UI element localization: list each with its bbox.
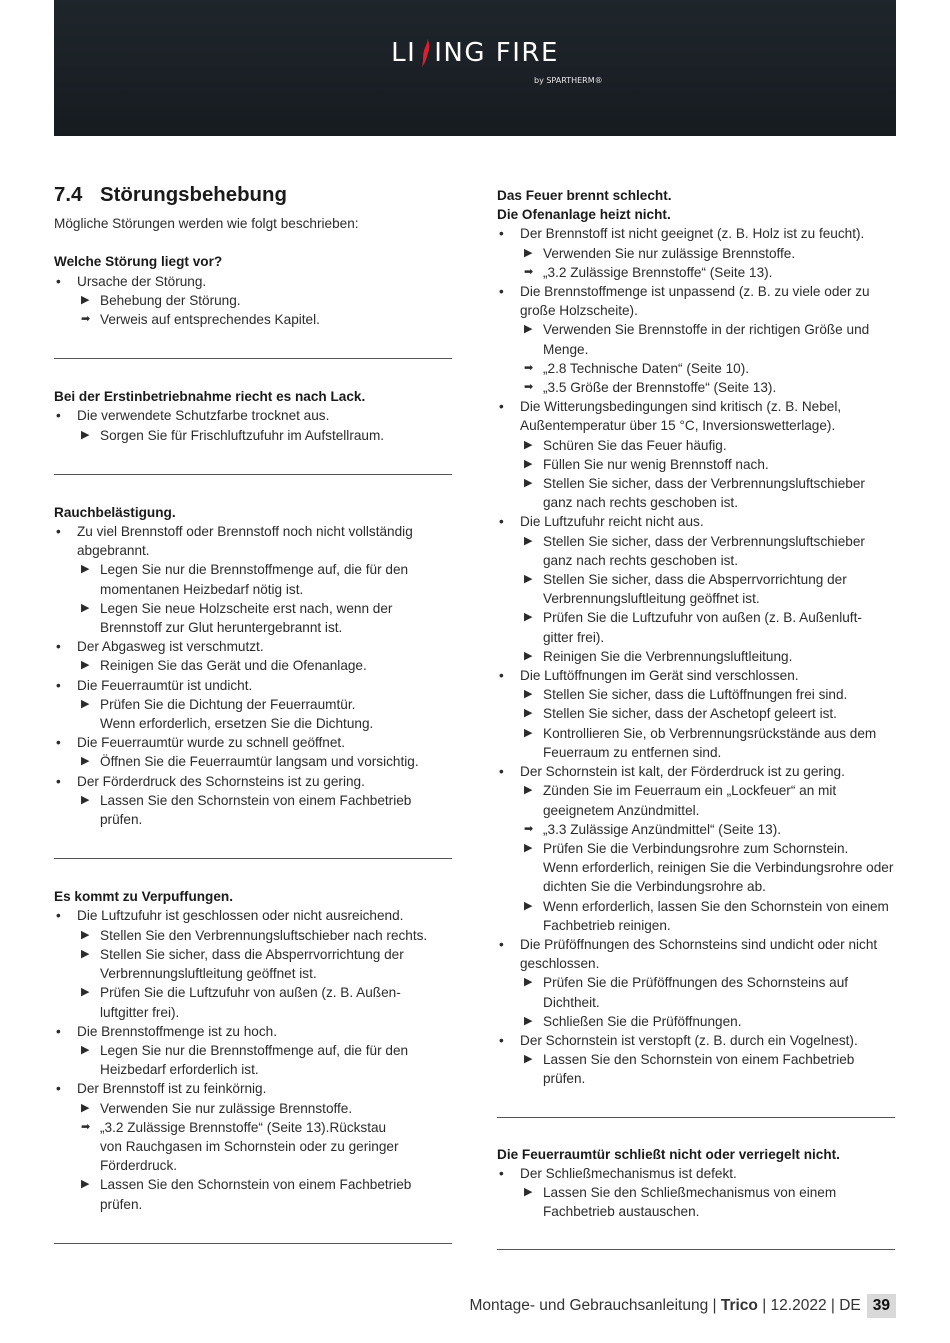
- action-text: Reinigen Sie die Verbrennungsluftleitung.: [543, 648, 793, 664]
- action-item: [520, 839, 895, 897]
- bullet-icon: •: [56, 273, 61, 289]
- arrow-right-icon: ➡: [524, 822, 534, 835]
- action-text: Sorgen Sie für Frischluftzufuhr im Aufstellraum.: [100, 427, 385, 443]
- action-list: [77, 1041, 452, 1079]
- arrow-right-icon: ➡: [81, 313, 91, 326]
- brand-logo: [54, 36, 896, 85]
- brand-text-right: ING FIRE: [434, 38, 559, 68]
- action-text: Stellen Sie sicher, dass die Absperrvorrichtung der Verbrennungsluftleitung geöffnet ist.: [543, 572, 847, 607]
- bullet-icon: •: [499, 514, 504, 530]
- cause-text: Der Abgasweg ist verschmutzt.: [77, 639, 264, 655]
- action-text: Kontrollieren Sie, ob Verbrennungsrückstände aus dem Feuerraum zu entfernen sind.: [543, 725, 877, 760]
- action-text: Zünden Sie im Feuerraum ein „Lockfeuer“ an mit geeignetem Anzündmittel.: [543, 783, 837, 818]
- action-item: [77, 656, 452, 675]
- action-list: [77, 656, 452, 675]
- cause-item: [497, 512, 895, 666]
- trouble-title: Welche Störung liegt vor?: [54, 254, 223, 270]
- action-text: Stellen Sie sicher, dass der Verbrennungsluftschieber ganz nach rechts geschoben ist.: [543, 533, 865, 568]
- brand-text-left: LI: [391, 38, 417, 68]
- cause-text: Zu viel Brennstoff oder Brennstoff noch nicht vollständig abgebrannt.: [77, 524, 413, 559]
- cause-text: Die Prüföffnungen des Schornsteins sind undicht oder nicht geschlossen.: [520, 936, 878, 972]
- action-text: Verwenden Sie nur zulässige Brennstoffe.: [100, 1100, 353, 1116]
- action-text: Wenn erforderlich, lassen Sie den Schornstein von einem Fachbetrieb reinigen.: [543, 898, 889, 933]
- action-text: Füllen Sie nur wenig Brennstoff nach.: [543, 456, 769, 472]
- cause-text: Die Brennstoffmenge ist unpassend (z. B. zu viele oder zu große Holzscheite).: [520, 284, 870, 319]
- trouble-block: [54, 503, 452, 829]
- action-item: [77, 1175, 452, 1213]
- cause-item: [497, 224, 895, 282]
- triangle-right-icon: ▶: [524, 323, 533, 336]
- bullet-icon: •: [499, 1165, 504, 1181]
- reference-item: [77, 310, 452, 329]
- cause-text: Die Witterungsbedingungen sind kritisch (z. B. Nebel, Außentemperatur über 15 °C, Inversionswetterlage).: [520, 399, 842, 434]
- cause-text: Der Schließmechanismus ist defekt.: [520, 1165, 737, 1181]
- cause-item: [497, 666, 895, 762]
- action-item: [520, 436, 895, 455]
- cause-text: Die Luftzufuhr ist geschlossen oder nicht ausreichend.: [77, 908, 404, 924]
- triangle-right-icon: ▶: [81, 947, 90, 960]
- trouble-title: Bei der Erstinbetriebnahme riecht es nach Lack.: [54, 389, 366, 405]
- triangle-right-icon: ▶: [81, 1043, 90, 1056]
- action-list: [520, 532, 895, 666]
- bullet-icon: •: [499, 284, 504, 300]
- action-list: [77, 926, 452, 1022]
- action-text: Prüfen Sie die Prüföffnungen des Schornsteins auf Dichtheit.: [543, 975, 849, 1010]
- section-title: Störungsbehebung: [100, 184, 287, 206]
- reference-text: „2.8 Technische Daten“ (Seite 10).: [543, 360, 750, 376]
- section-divider: [54, 858, 452, 859]
- page-number: 39: [867, 1294, 896, 1318]
- action-text: Prüfen Sie die Luftzufuhr von außen (z. B. Außenluft- gitter frei).: [543, 610, 862, 645]
- reference-text: „3.5 Größe der Brennstoffe“ (Seite 13).: [543, 380, 777, 396]
- cause-list: [497, 224, 895, 1088]
- action-list: [77, 1099, 452, 1214]
- cause-item: [54, 1022, 452, 1080]
- footer-doc: Montage- und Gebrauchsanleitung |: [469, 1297, 721, 1314]
- triangle-right-icon: ▶: [524, 688, 533, 701]
- bullet-icon: •: [56, 908, 61, 924]
- left-blocks: [54, 252, 452, 1243]
- action-list: [77, 752, 452, 771]
- cause-item: [54, 406, 452, 444]
- action-item: [77, 945, 452, 983]
- cause-text: Die Luftzufuhr reicht nicht aus.: [520, 514, 704, 530]
- arrow-right-icon: ➡: [524, 361, 534, 374]
- cause-text: Die verwendete Schutzfarbe trocknet aus.: [77, 408, 330, 424]
- cause-item: [54, 906, 452, 1021]
- bullet-icon: •: [499, 764, 504, 780]
- cause-item: [54, 272, 452, 330]
- action-item: [77, 1041, 452, 1079]
- action-text: Legen Sie nur die Brennstoffmenge auf, die für den momentanen Heizbedarf nötig ist.: [100, 562, 409, 597]
- action-item: [520, 532, 895, 570]
- action-list: [520, 973, 895, 1031]
- action-list: [77, 560, 452, 637]
- triangle-right-icon: ▶: [81, 1178, 90, 1191]
- section-number: 7.4: [54, 184, 83, 206]
- triangle-right-icon: ▶: [81, 697, 90, 710]
- action-list: [520, 781, 895, 935]
- bullet-icon: •: [56, 773, 61, 789]
- action-text: Stellen Sie sicher, dass der Aschetopf geleert ist.: [543, 706, 837, 722]
- cause-text: Ursache der Störung.: [77, 273, 207, 289]
- action-text: Lassen Sie den Schornstein von einem Fachbetrieb prüfen.: [100, 792, 412, 828]
- triangle-right-icon: ▶: [524, 707, 533, 720]
- action-item: [520, 1012, 895, 1031]
- triangle-right-icon: ▶: [81, 428, 90, 441]
- cause-item: [54, 733, 452, 771]
- action-list: [77, 291, 452, 329]
- reference-text: Verweis auf entsprechendes Kapitel.: [100, 312, 320, 328]
- triangle-right-icon: ▶: [81, 563, 90, 576]
- triangle-right-icon: ▶: [524, 611, 533, 624]
- action-text: Schließen Sie die Prüföffnungen.: [543, 1013, 742, 1029]
- triangle-right-icon: ▶: [524, 573, 533, 586]
- bullet-icon: •: [56, 639, 61, 655]
- action-list: [77, 695, 452, 733]
- flame-icon: [418, 38, 432, 68]
- action-text: Verwenden Sie Brennstoffe in der richtigen Größe und Menge.: [543, 322, 870, 357]
- triangle-right-icon: ▶: [524, 899, 533, 912]
- action-item: [77, 426, 452, 445]
- action-item: [520, 570, 895, 608]
- section-divider: [497, 1249, 895, 1250]
- action-item: [520, 608, 895, 646]
- action-item: [77, 695, 452, 733]
- action-item: [77, 1099, 452, 1118]
- triangle-right-icon: ▶: [524, 976, 533, 989]
- bullet-icon: •: [499, 668, 504, 684]
- footer-meta: | 12.2022 | DE: [757, 1297, 861, 1314]
- cause-item: [54, 676, 452, 734]
- action-list: [77, 426, 452, 445]
- action-text: Legen Sie neue Holzscheite erst nach, wenn der Brennstoff zur Glut heruntergebrannt ist.: [100, 600, 393, 636]
- action-text: Stellen Sie sicher, dass die Absperrvorrichtung der Verbrennungsluftleitung geöffnet ist.: [100, 946, 404, 982]
- triangle-right-icon: ▶: [81, 928, 90, 941]
- triangle-right-icon: ▶: [524, 477, 533, 490]
- cause-item: [497, 1164, 895, 1222]
- cause-text: Die Luftöffnungen im Gerät sind verschlossen.: [520, 668, 799, 684]
- action-item: [520, 685, 895, 704]
- action-text: Reinigen Sie das Gerät und die Ofenanlage.: [100, 658, 367, 674]
- bullet-icon: •: [56, 524, 61, 540]
- action-item: [520, 704, 895, 723]
- action-text: Behebung der Störung.: [100, 292, 241, 308]
- page-footer: [0, 1294, 896, 1318]
- triangle-right-icon: ▶: [81, 1101, 90, 1114]
- triangle-right-icon: ▶: [81, 601, 90, 614]
- cause-text: Der Schornstein ist verstopft (z. B. durch ein Vogelnest).: [520, 1032, 858, 1048]
- cause-list: [54, 522, 452, 829]
- triangle-right-icon: ▶: [524, 1053, 533, 1066]
- action-item: [520, 1050, 895, 1088]
- section-divider: [54, 474, 452, 475]
- action-item: [77, 291, 452, 310]
- trouble-title: Das Feuer brennt schlecht. Die Ofenanlage heizt nicht.: [497, 188, 672, 223]
- action-item: [520, 1183, 895, 1221]
- reference-item: [520, 263, 895, 282]
- cause-list: [54, 906, 452, 1213]
- action-item: [520, 455, 895, 474]
- action-item: [77, 983, 452, 1021]
- action-item: [520, 781, 895, 819]
- cause-item: [54, 637, 452, 675]
- bullet-icon: •: [56, 408, 61, 424]
- cause-item: [54, 1079, 452, 1213]
- action-list: [520, 320, 895, 397]
- trouble-block: [54, 252, 452, 329]
- cause-item: [54, 522, 452, 637]
- action-list: [520, 1050, 895, 1088]
- triangle-right-icon: ▶: [81, 986, 90, 999]
- bullet-icon: •: [56, 677, 61, 693]
- reference-item: [520, 820, 895, 839]
- action-text: Öffnen Sie die Feuerraumtür langsam und vorsichtig.: [100, 754, 419, 770]
- triangle-right-icon: ▶: [524, 534, 533, 547]
- cause-text: Der Brennstoff ist nicht geeignet (z. B. Holz ist zu feucht).: [520, 226, 865, 242]
- footer-product: Trico: [720, 1297, 758, 1314]
- action-item: [520, 973, 895, 1011]
- triangle-right-icon: ▶: [524, 1185, 533, 1198]
- cause-text: Die Brennstoffmenge ist zu hoch.: [77, 1023, 277, 1039]
- arrow-right-icon: ➡: [81, 1120, 91, 1133]
- action-item: [520, 474, 895, 512]
- bullet-icon: •: [499, 226, 504, 242]
- cause-text: Die Feuerraumtür ist undicht.: [77, 677, 253, 693]
- cause-list: [497, 1164, 895, 1222]
- triangle-right-icon: ▶: [524, 246, 533, 259]
- bullet-icon: •: [499, 936, 504, 952]
- action-item: [520, 897, 895, 935]
- cause-item: [497, 282, 895, 397]
- action-list: [520, 685, 895, 762]
- action-item: [77, 752, 452, 771]
- section-divider: [497, 1117, 895, 1118]
- trouble-block: [497, 1145, 895, 1222]
- cause-text: Der Schornstein ist kalt, der Förderdruck ist zu gering.: [520, 764, 845, 780]
- header-banner: [54, 0, 896, 136]
- cause-item: [497, 935, 895, 1031]
- arrow-right-icon: ➡: [524, 265, 534, 278]
- action-text: Stellen Sie sicher, dass die Luftöffnungen frei sind.: [543, 687, 848, 703]
- trouble-title: Es kommt zu Verpuffungen.: [54, 889, 234, 905]
- cause-text: Der Brennstoff ist zu feinkörnig.: [77, 1081, 267, 1097]
- trouble-block: [497, 186, 895, 1089]
- left-column: [54, 186, 452, 1244]
- action-item: [77, 926, 452, 945]
- triangle-right-icon: ▶: [524, 1014, 533, 1027]
- action-list: [77, 791, 452, 829]
- triangle-right-icon: ▶: [524, 649, 533, 662]
- arrow-right-icon: ➡: [524, 381, 534, 394]
- triangle-right-icon: ▶: [524, 438, 533, 451]
- action-text: Schüren Sie das Feuer häufig.: [543, 437, 727, 453]
- action-item: [520, 724, 895, 762]
- section-divider: [54, 1243, 452, 1244]
- action-text: Lassen Sie den Schornstein von einem Fachbetrieb prüfen.: [543, 1052, 855, 1087]
- bullet-icon: •: [499, 399, 504, 415]
- action-text: Legen Sie nur die Brennstoffmenge auf, die für den Heizbedarf erforderlich ist.: [100, 1042, 409, 1078]
- reference-text: „3.3 Zulässige Anzündmittel“ (Seite 13).: [543, 821, 782, 837]
- brand-subline: by SPARTHERM®: [534, 76, 603, 85]
- action-text: Stellen Sie den Verbrennungsluftschieber nach rechts.: [100, 927, 428, 943]
- action-text: Stellen Sie sicher, dass der Verbrennungsluftschieber ganz nach rechts geschoben ist.: [543, 476, 865, 511]
- action-list: [520, 436, 895, 513]
- cause-text: Der Förderdruck des Schornsteins ist zu gering.: [77, 773, 365, 789]
- bullet-icon: •: [56, 735, 61, 751]
- action-item: [520, 320, 895, 358]
- cause-list: [54, 406, 452, 444]
- section-heading: [54, 186, 452, 205]
- action-list: [520, 244, 895, 282]
- cause-list: [54, 272, 452, 330]
- right-column: [497, 186, 895, 1250]
- action-item: [520, 244, 895, 263]
- trouble-block: [54, 887, 452, 1213]
- action-item: [77, 791, 452, 829]
- trouble-title: Rauchbelästigung.: [54, 504, 176, 520]
- cause-item: [497, 397, 895, 512]
- reference-text: „3.2 Zulässige Brennstoffe“ (Seite 13).: [543, 264, 773, 280]
- section-divider: [54, 358, 452, 359]
- trouble-title: Die Feuerraumtür schließt nicht oder verriegelt nicht.: [497, 1146, 840, 1162]
- action-text: Prüfen Sie die Dichtung der Feuerraumtür. Wenn erforderlich, ersetzen Sie die Dichtung.: [100, 696, 374, 732]
- cause-item: [54, 772, 452, 830]
- reference-text: „3.2 Zulässige Brennstoffe“ (Seite 13).Rückstau von Rauchgasen im Schornstein oder zu geringer Förderdruck.: [100, 1119, 399, 1174]
- action-text: Verwenden Sie nur zulässige Brennstoffe.: [543, 245, 796, 261]
- cause-item: [497, 762, 895, 935]
- bullet-icon: •: [56, 1023, 61, 1039]
- action-list: [520, 1183, 895, 1221]
- action-item: [77, 599, 452, 637]
- triangle-right-icon: ▶: [524, 457, 533, 470]
- reference-item: [520, 359, 895, 378]
- bullet-icon: •: [499, 1032, 504, 1048]
- action-text: Prüfen Sie die Verbindungsrohre zum Schornstein. Wenn erforderlich, reinigen Sie die Verbindungsrohre oder dichten Sie die Verbindungsrohre ab.: [543, 840, 894, 895]
- bullet-icon: •: [56, 1081, 61, 1097]
- triangle-right-icon: ▶: [81, 293, 90, 306]
- section-intro: Mögliche Störungen werden wie folgt beschrieben:: [54, 216, 359, 232]
- trouble-block: [54, 387, 452, 445]
- action-text: Lassen Sie den Schließmechanismus von einem Fachbetrieb austauschen.: [543, 1184, 837, 1220]
- reference-item: [77, 1118, 452, 1176]
- action-item: [77, 560, 452, 598]
- action-text: Prüfen Sie die Luftzufuhr von außen (z. B. Außen- luftgitter frei).: [100, 985, 401, 1020]
- cause-text: Die Feuerraumtür wurde zu schnell geöffnet.: [77, 735, 345, 751]
- triangle-right-icon: ▶: [524, 726, 533, 739]
- action-text: Lassen Sie den Schornstein von einem Fachbetrieb prüfen.: [100, 1177, 412, 1212]
- triangle-right-icon: ▶: [81, 755, 90, 768]
- reference-item: [520, 378, 895, 397]
- cause-item: [497, 1031, 895, 1089]
- triangle-right-icon: ▶: [524, 784, 533, 797]
- triangle-right-icon: ▶: [81, 659, 90, 672]
- right-blocks: [497, 186, 895, 1250]
- action-item: [520, 647, 895, 666]
- triangle-right-icon: ▶: [81, 793, 90, 806]
- triangle-right-icon: ▶: [524, 841, 533, 854]
